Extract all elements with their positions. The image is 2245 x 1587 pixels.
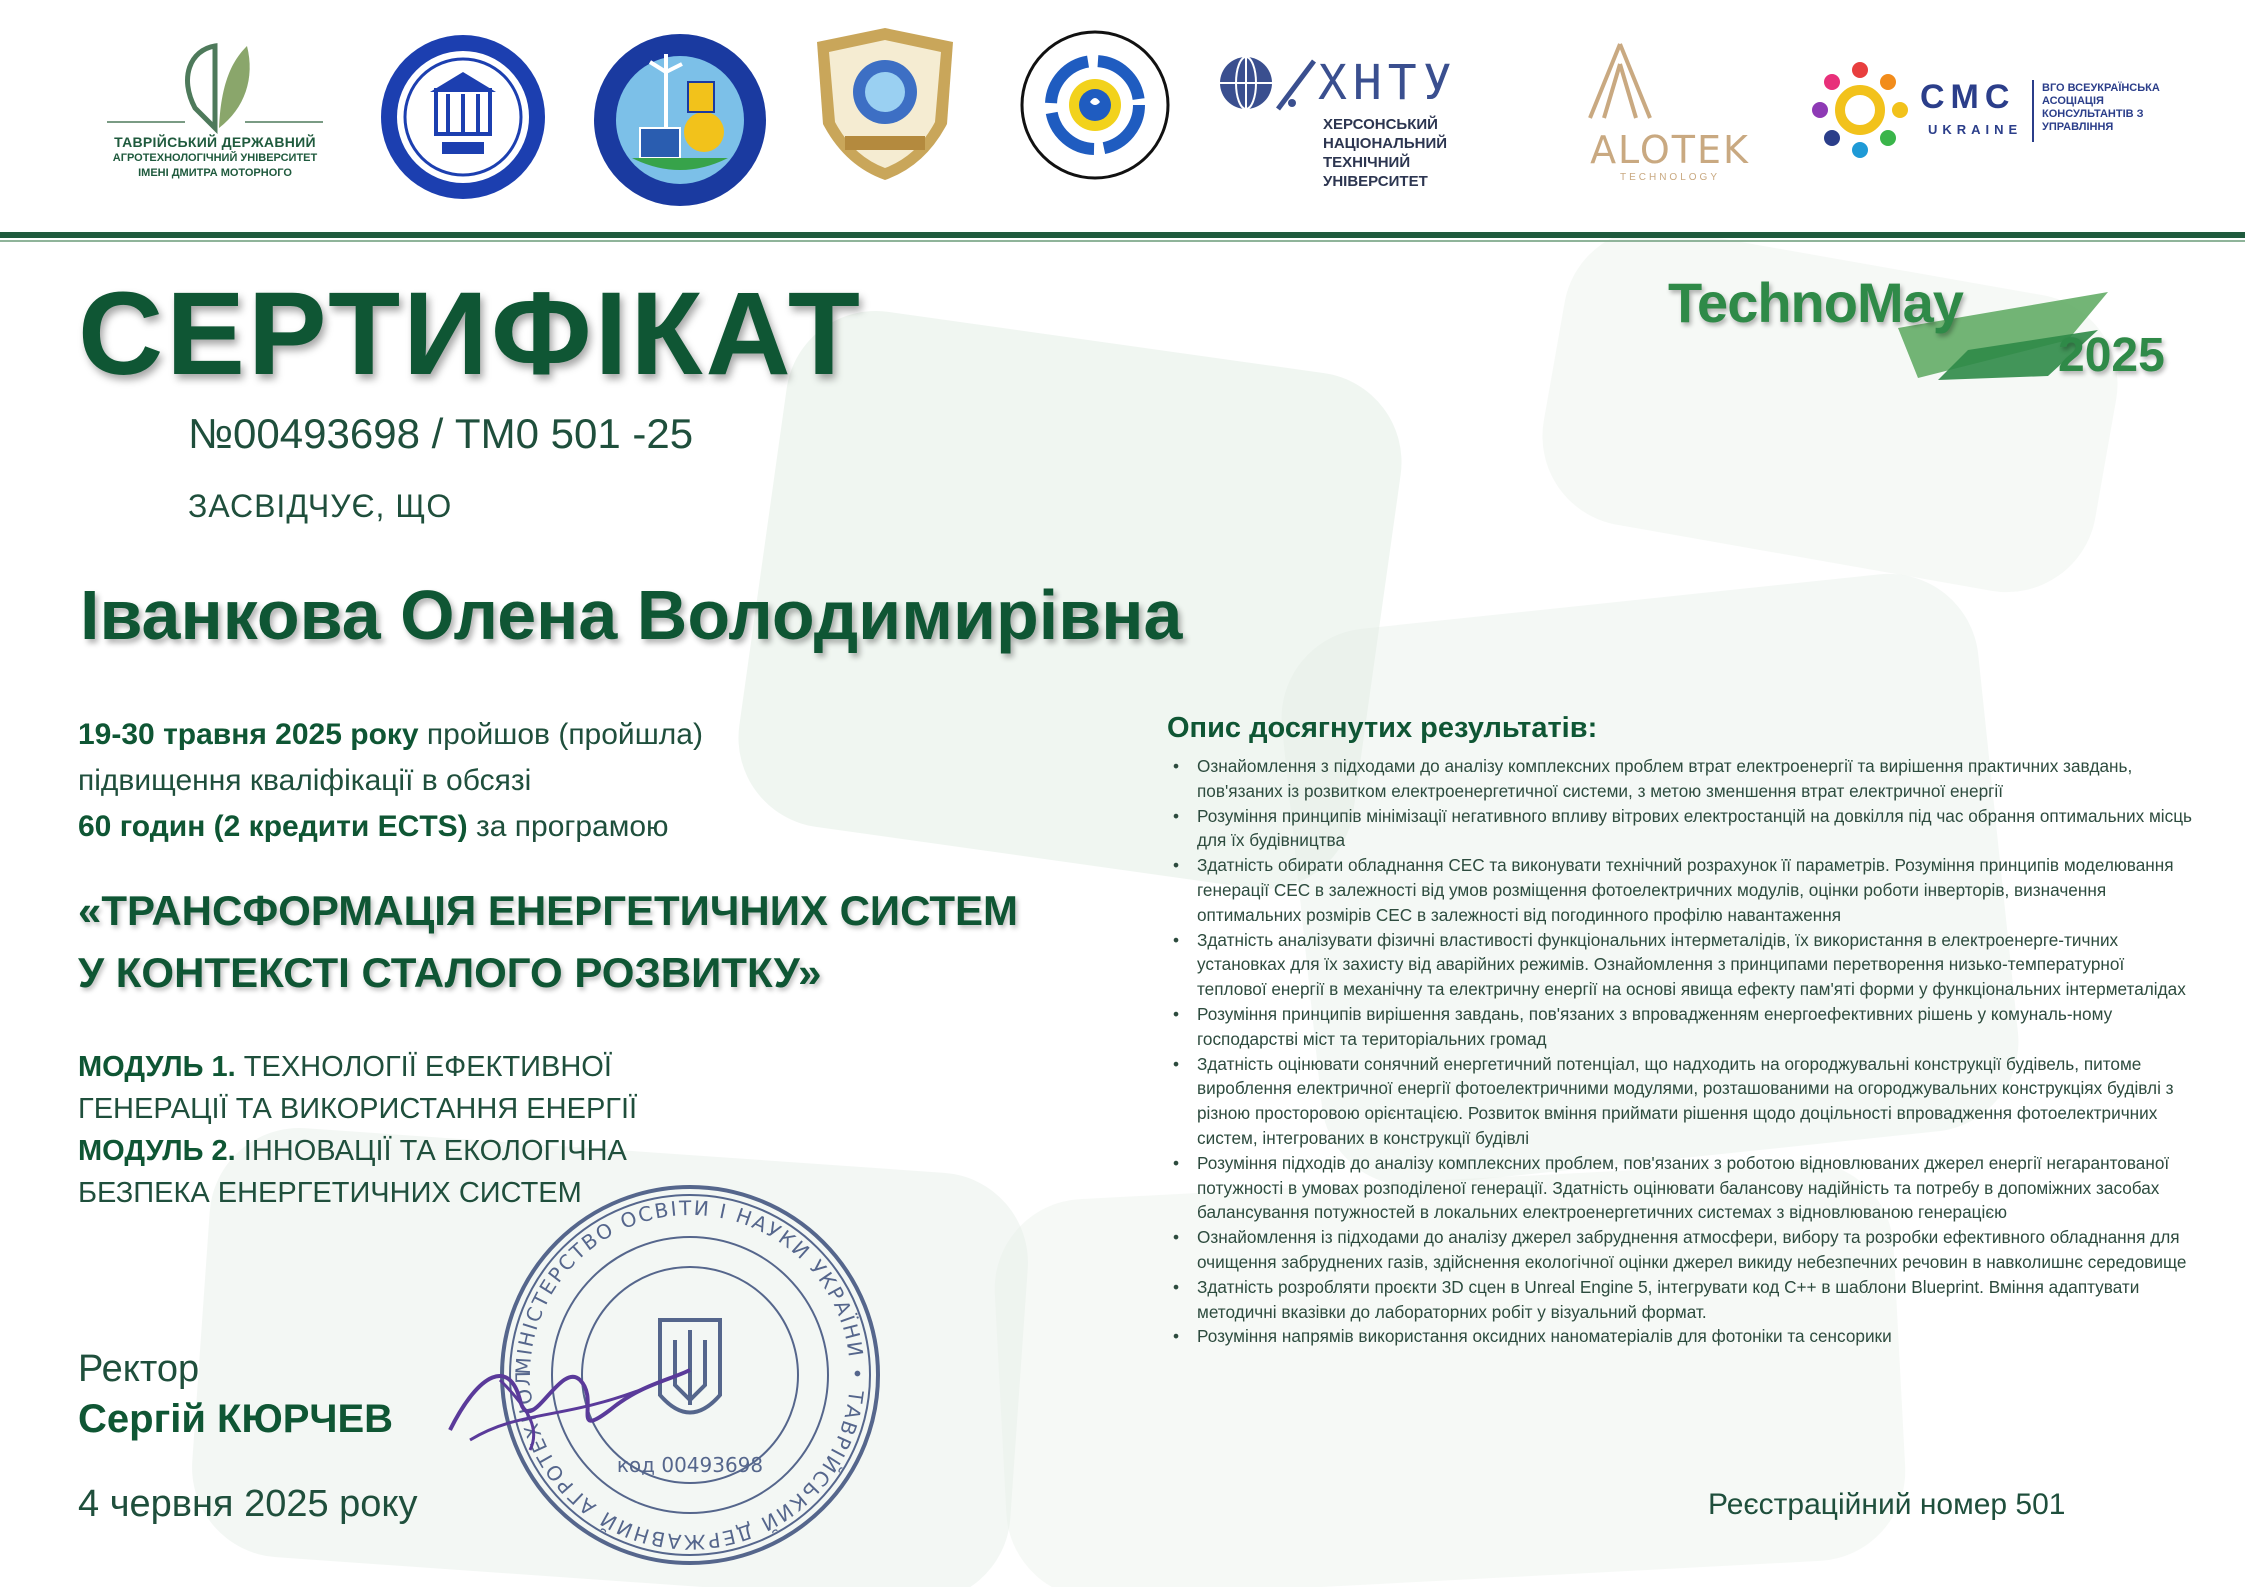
- course-hours-line: [78, 804, 1108, 850]
- rector-signature: [440, 1340, 700, 1460]
- rector-title: Ректор: [78, 1348, 200, 1390]
- list-item: • Здатність розробляти проєкти 3D сцен в Unreal Engine 5, інтегрувати код C++ в шаблони Blueprint. Вміння адаптувати методичні вказівки до лабораторних робіт у візуальний формат.: [1197, 1275, 2197, 1325]
- list-item: • Розуміння напрямів використання оксидних наноматеріалів для фотоніки та сенсорики: [1197, 1324, 2197, 1349]
- course-completed-text: пройшов (пройшла): [418, 718, 703, 751]
- university-crest-logo: [805, 24, 965, 184]
- program-title: [78, 880, 1118, 1004]
- list-item: • Здатність аналізувати фізичні властивості функціональних інтерметалідів, їх використання в електроенерге-тичних установках для їх захисту від аварійних режимів. Ознайомлення з принципами перетворення низько-температурної теплової енергії в механічну та електричну енергії на основі явища ефекту пам'яті форми у функціональних інтерметалідах: [1197, 928, 2197, 1002]
- list-item: • Розуміння принципів мінімізації негативного впливу вітрових електростанцій на довкілля під час обрання оптимальних місць для їх будівництва: [1197, 804, 2197, 854]
- qualification-line: підвищення кваліфікації в обсязі: [78, 764, 532, 797]
- stamp-code: код 00493698: [616, 1453, 764, 1477]
- tsatu-name-line3: ІМЕНІ ДМИТРА МОТОРНОГО: [138, 167, 292, 179]
- issue-date: 4 червня 2025 року: [78, 1483, 418, 1525]
- registration-number: Реєстраційний номер 501: [1708, 1488, 2066, 1521]
- list-item: • Здатність оцінювати сонячний енергетичний потенціал, що надходить на огороджувальні конструкції будівель, питоме вироблення електричної енергії фотоелектричними модулями, розташованими на огороджувальних конструкціях будівлі з різною просторовою орієнтацією. Розвиток вміння приймати рішення щодо доцільності впровадження фотоелектричних систем, інтегрованих в конструкції будівлі: [1197, 1052, 2197, 1151]
- course-info: [78, 712, 1108, 850]
- cmc-abbreviation: CMC: [1920, 78, 2016, 116]
- module1-title: ТЕХНОЛОГІЇ ЕФЕКТИВНОЇ: [235, 1051, 612, 1083]
- results-list: [1167, 754, 2197, 1349]
- technomay-name: TechnoMay: [1668, 271, 1963, 334]
- alotek-triangle-icon: [1580, 40, 1660, 122]
- khntu-logo: [1218, 55, 1538, 190]
- program-title-line2: У КОНТЕКСТІ СТАЛОГО РОЗВИТКУ»: [78, 949, 822, 996]
- khntu-full-name: [1323, 115, 1538, 191]
- course-hours: 60 годин (2 кредити ECTS): [78, 810, 468, 843]
- program-title-line1: «ТРАНСФОРМАЦІЯ ЕНЕРГЕТИЧНИХ СИСТЕМ: [78, 887, 1019, 934]
- cmc-description: ВГО ВСЕУКРАЇНСЬКА АСОЦІАЦІЯ КОНСУЛЬТАНТІВ З УПРАВЛІННЯ: [2042, 82, 2160, 133]
- module2-title: ІННОВАЦІЇ ТА ЕКОЛОГІЧНА: [235, 1135, 627, 1167]
- cmc-divider: [2032, 80, 2034, 142]
- alotek-logo: [1580, 40, 1760, 190]
- tsatu-name-line1: ТАВРІЙСЬКИЙ ДЕРЖАВНИЙ: [114, 134, 316, 150]
- list-item: • Ознайомлення з підходами до аналізу комплексних проблем втрат електроенергії та вирішення практичних завдань, пов'язаних із розвитком електроенергетичної системи, з метою зменшення втрат електричної енергії: [1197, 754, 2197, 804]
- alotek-subtitle: TECHNOLOGY: [1619, 172, 1720, 183]
- certificate-title: СЕРТИФІКАТ: [78, 268, 863, 400]
- module2-line1: [78, 1130, 637, 1172]
- module1-line1: [78, 1046, 637, 1088]
- rector-name: Сергій КЮРЧЕВ: [78, 1397, 394, 1441]
- khntu-name-line3: УНІВЕРСИТЕТ: [1323, 173, 1428, 190]
- certificate-number: №00493698 / ТМ0 501 -25: [188, 410, 694, 457]
- general-energy-institute-logo: [1020, 30, 1170, 180]
- khntu-name-line2: НАЦІОНАЛЬНИЙ ТЕХНІЧНИЙ: [1323, 135, 1448, 171]
- module1-label: МОДУЛЬ 1.: [78, 1051, 236, 1083]
- khntu-abbreviation: ХНТУ: [1318, 55, 1458, 111]
- certifies-text: ЗАСВІДЧУЄ, ЩО: [188, 488, 453, 524]
- list-item: • Здатність обирати обладнання СЕС та виконувати технічний розрахунок її параметрів. Розуміння принципів моделювання генерації СЕС в залежності від умов розміщення фотоелектричних модулів, оцінки роботи інверторів, визначення оптимальних розмірів СЕС в залежності від погодинного профілю навантаження: [1197, 853, 2197, 927]
- module2-line2: БЕЗПЕКА ЕНЕРГЕТИЧНИХ СИСТЕМ: [78, 1177, 582, 1209]
- module2-label: МОДУЛЬ 2.: [78, 1135, 236, 1167]
- technomay-logo: [1668, 270, 2208, 390]
- header-rule-thin: [0, 240, 2245, 242]
- course-dates-line: [78, 712, 1108, 758]
- cmc-ukraine-logo: [1810, 58, 2170, 168]
- logo-header: [0, 0, 2245, 232]
- khntu-name-line1: ХЕРСОНСЬКИЙ: [1323, 116, 1438, 133]
- kyiv-university-seal-logo: [378, 32, 548, 202]
- tsatu-logo: [95, 38, 335, 198]
- stamp-outer-text: МІНІСТЕРСТВО ОСВІТИ І НАУКИ УКРАЇНИ • ТАВРІЙСЬКИЙ ДЕРЖАВНИЙ АГРОТЕХНОЛ: [510, 1195, 870, 1555]
- renewable-energy-institute-logo: [592, 32, 768, 208]
- tsatu-leaf-icon: [95, 38, 335, 134]
- alotek-brand: ALOTEK: [1590, 128, 1750, 172]
- technomay-year: 2025: [2058, 329, 2165, 382]
- course-dates: 19-30 травня 2025 року: [78, 718, 419, 751]
- list-item: • Розуміння підходів до аналізу комплексних проблем, пов'язаних з роботою відновлюваних джерел енергії негарантованої потужності в умовах розподіленої генерації. Здатність оцінювати балансову надійність та потребу в допоміжних засобах балансування потужностей в локальних електроенергетичних системах з відновлюваною генерацією: [1197, 1151, 2197, 1225]
- recipient-name: Іванкова Олена Володимирівна: [80, 576, 1183, 654]
- list-item: • Ознайомлення із підходами до аналізу джерел забруднення атмосфери, вибору та розробки ефективного обладнання для очищення забруднених газів, здійснення екологічної оцінки джерел викиду небезпечних речовин в навколишнє середовище: [1197, 1225, 2197, 1275]
- header-rule: [0, 232, 2245, 238]
- tsatu-name-line2: АГРОТЕХНОЛОГІЧНИЙ УНІВЕРСИТЕТ: [112, 152, 318, 164]
- results-heading: Опис досягнутих результатів:: [1167, 712, 1598, 744]
- cmc-country: UKRAINE: [1928, 122, 2023, 137]
- globe-icon: [1218, 55, 1318, 125]
- program-text: за програмою: [467, 810, 669, 843]
- module1-line2: ГЕНЕРАЦІЇ ТА ВИКОРИСТАННЯ ЕНЕРГІЇ: [78, 1093, 638, 1125]
- list-item: • Розуміння принципів вирішення завдань, пов'язаних з впровадженням енергоефективних рішень у комуналь-ному господарстві міст та територіальних громад: [1197, 1002, 2197, 1052]
- people-circle-icon: [1810, 60, 1910, 160]
